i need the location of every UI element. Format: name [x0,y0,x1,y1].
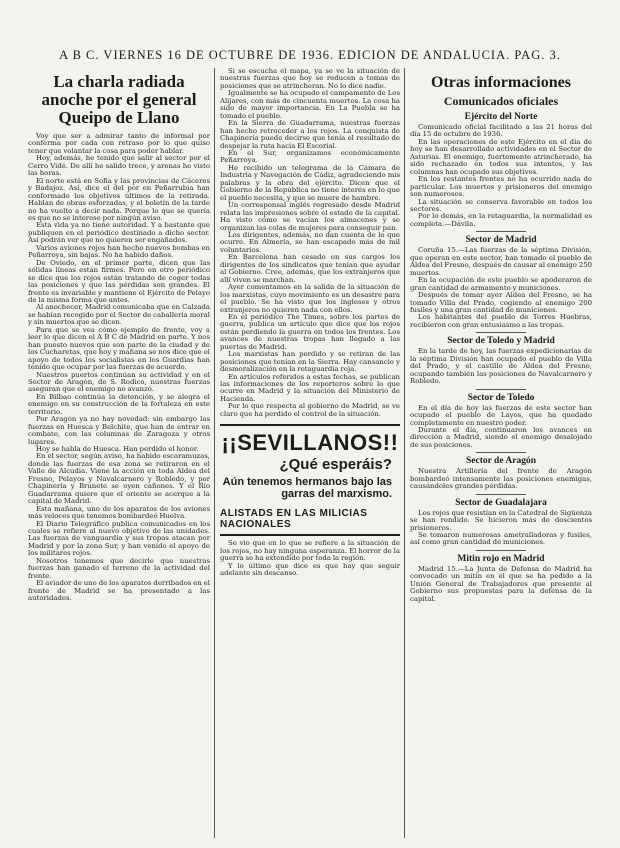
dispatch-section [410,452,592,490]
dispatch-list [410,112,592,603]
dispatch-section [410,332,592,385]
paragraph: Al anochecer, Madrid comunicaba que en Calzada se habían recogido por el Sector de caballería moral y sin muertos que se dicen. [28,303,210,327]
left-column [28,68,210,603]
dispatch-title: Ejército del Norte [464,112,538,122]
paragraph: El Diario Telegráfico publica comunicados en los cuales se refiere al nuevo objetivo de las unidades. Las fuerzas de vanguardia y sus tropas atacan por Madrid y por la zona Sur, y han venido el apoyo de los militares rojos. [28,519,210,558]
article-headline: La charla radiada anoche por el general Queipo de Llano [41,72,197,127]
paragraph: He recibido un telegrama de la Cámara de Industria y Navegación de Cádiz, agradeciendo mis palabras y la obra del ejército. Dicen que el Gobierno de la República no tiene interés en lo que el pueblo necesita, y que se muere de hambre. [220,163,400,202]
ad-footer: ALISTADS EN LAS MILICIAS NACIONALES [220,508,368,531]
paragraph: Después de tomar ayer Aldea del Fresno, se ha tomado Villa del Prado, cogiendo al enemigo 200 fusiles y una gran cantidad de municiones. [410,291,592,314]
section-subhead: Comunicados oficiales [443,94,559,108]
paragraph: Hoy se habla de Huesca. Han perdido el honor. [36,445,199,454]
dispatch-section [410,550,592,603]
paragraph: Los dirigentes, además, no dan cuenta de lo que ocurre. En Almería, se han escapado más de mil voluntarios. [220,230,400,254]
paragraph: Igualmente se ha ocupado el campamento de Los Alijares, con más de cincuenta muertos. La cosa ha sido de mayor importancia. En La Puebla se ha tomado el pueblo. [220,89,400,120]
paragraph: La situación se conserva favorable en todos los sectores. [410,197,592,213]
dispatch-title: Sector de Guadalajara [455,497,547,508]
paragraph: De Oviedo, en el primer parte, dicen que las sólidas líneas están firmes. Pero en otro periódico se dice que los rojos están tratando de coger todas las posiciones y que las pérdidas son grandes. El frente es invariable y mantiene el Ejército de Pelayo de la misma forma que antes. [28,258,210,304]
paragraph: En la tarde de hoy, las fuerzas expedicionarias de la séptima División han ocupado el pueblo de Villa del Prado, y el castillo de Aldea del Fresno, ocupando también las posiciones de Navalcarnero y Robledo. [410,347,592,386]
dispatch-title: Sector de Toledo y Madrid [447,336,555,347]
article-body [220,68,400,418]
paragraph: En artículos referidos a estas fechas, se publican las informaciones de los reporteros sobre lo que ocurre en Madrid y la situación del Ministerio de Hacienda. [220,372,400,403]
dispatch-title: Mitin rojo en Madrid [457,553,545,564]
paragraph: Por Aragón ya no hay novedad: sin embargo las fuerzas en Huesca y Belchite, que han de entrar en combate, con las columnas de Zaragoza y otros lugares. [28,415,210,446]
paragraph: Hoy, además, he tenido que salir al sector por el Cerro Vidé. De allí he salido trece, y arenas he visto las horas. [28,154,210,178]
paragraph: El aviador de uno de los aparatos derribados en el frente de Madrid se ha presentado a las autoridades. [28,579,210,603]
paragraph: Para que se vea cómo ejemplo de frente, voy a leer lo que dicen el A B C de Madrid en parte. Y nos han puesto nuevos que son parte de la ciudad y de los Cucharetas, que hoy y mañana se nos dice que el apoyo de todos los socialistas en los Guardias han tenido que ocupar por las fuerzas de acuerdo. [28,325,210,372]
paragraph: Por lo que respecta al gobierno de Madrid, se ve claro que ha perdido el control de la situación. [220,402,400,418]
paragraph: El norte está en Sofia y las provincias de Cáceres y Badajoz. Así, dice el del por en Peñarrubia han conformado los objetivos últimos de la retirada. Hablan de obras esforzadas, y el boletín de la tarde no ha vuelto a decir nada. Porque lo que se quería es que no se interese por ningún aviso. [28,176,210,222]
section-divider [476,550,526,551]
article-body [220,540,400,577]
advertisement [220,424,400,536]
dispatch-title: Sector de Toledo [467,392,535,403]
paragraph: Nosotros tenemos que decirle que nuestras fuerzas han ganado el terreno de la actividad del frente. [28,556,210,580]
paragraph: En el periódico The Times, sobre los partes de guerra, publica un artículo que dice que los rojos están perdiendo la guerra en todos los frentes. Los avances de nuestras tropas han llegado a las puertas de Madrid. [220,312,400,351]
section-headline: Otras informaciones [431,74,571,91]
paragraph: Si se escucha el mapa, ya se ve la situación de nuestras fuerzas que hoy se reducen a tomas de posiciones que se atrincheran. No lo dice nadie. [220,67,400,90]
dispatch-section [410,389,592,450]
paragraph: En la Sierra de Guadarrama, nuestras fuerzas han hecho retroceder a los rojos. La conquista de Chapinería puede decirse que tenía el resultado de despejar la ruta hacia El Escorial. [220,119,400,150]
dispatch-section [410,231,592,329]
paragraph: Madrid 15.—La Junta de Defensa de Madrid ha convocado un mitin en el que se ha pedido a la Unión General de Trabajadores que presente al Gobierno sus propuestas para la defensa de la capital. [410,564,592,603]
ad-question: ¿Qué esperáis? [279,456,392,474]
paragraph: Esta vida ya no tiene autoridad. Y a bastante que publiquen en el periódico destinado a dicho sector. Así podrán ver que no quieren ser engañados. [28,221,210,245]
paragraph: Se tomaron numerosas ametralladoras y fusiles, así como gran cantidad de municiones. [410,531,592,547]
paragraph: En Bilbao continúa la detención, y se alegra el enemigo en su construcción de la fortaleza en este territorio. [28,392,210,416]
paragraph: En la ocupación de este pueblo se apoderaron de gran cantidad de armamento y municiones. [410,276,592,292]
paragraph: Durante el día, continuaron los avances en dirección a Madrid, siendo el enemigo desalojado de sus posiciones. [410,425,592,449]
paragraph: En las operaciones de este Ejército en el día de hoy se han desarrollado actividades en el Sector de Asturias. El enemigo, fuertemente atrincherado, ha sido rechazado en todos sus intentos, y las columnas han ocupado sus objetivos. [410,137,592,176]
paragraph: Nuestra Artillería del frente de Aragón bombardeó intensamente las posiciones enemigas, causándoles grandes pérdidas. [410,467,592,491]
right-column [410,68,592,603]
dispatch-title: Sector de Madrid [465,235,537,246]
dispatch-section [410,494,592,547]
paragraph: Un corresponsal inglés regresado desde Madrid relata las impresiones sobre el estado de la capital. Ha visto cómo se vacían los almacenes y se organizan las colas de mujeres para conseguir pan. [220,201,400,232]
dispatch-title: Sector de Aragón [465,456,536,467]
paragraph: Esta mañana, uno de los aparatos de los aviones más veloces que tenemos bombardeó Huelva. [28,504,210,521]
paragraph: Los rojos que resistían en la Catedral de Sigüenza se han rendido. Se hicieron más de doscientos prisioneros. [410,508,592,532]
paragraph: Se vio que en lo que se refiere a la situación de los rojos, no hay ninguna esperanza. El horror de la guerra se ha extendido por toda la región. [220,539,400,563]
paragraph: En los restantes frentes no ha ocurrido nada de particular. Los muertos y prisioneros del enemigo son numerosos. [410,175,592,199]
section-divider [476,452,526,453]
middle-column [220,68,400,578]
section-divider [476,231,526,232]
paragraph: Por lo demás, en la retaguardia, la normalidad es completa.—Dávila. [410,212,592,228]
section-divider [476,494,526,495]
paragraph: Ayer comentamos en la salida de la situación de los marxistas, cuyo movimiento es un desastre para el pueblo. Se ha visto que los ingleses y otros extranjeros no quieren nada con ellos. [220,283,400,314]
paragraph: En Barcelona han cesado en sus cargos los dirigentes de los sindicatos que tenían que ayudar al Gobierno. Cree, además, que los extranjeros que allí viven se marchan. [220,253,400,284]
article-body [28,133,210,603]
paragraph: Varios aviones rojos han hecho nuevos bombas en Peñarroya, sin bajas. No ha habido daños. [28,243,210,260]
paragraph: Coruña 15.—Las fuerzas de la séptima División, que operan en este sector, han tomado el pueblo de Aldea del Fresno, después de causar al enemigo 250 muertos. [410,246,592,277]
paragraph: En el día de hoy las fuerzas de este sector han ocupado el pueblo de Layos, que ha quedado completamente en nuestro poder. [410,403,592,427]
paragraph: Voy que ser a admirar tanto de informal por conferma por cada con retraso por lo que quiso tener que volantar la cosa para poder hablar. [28,132,210,155]
paragraph: En el sector, según aviso, ha habido escaramuzas, donde las fuerzas de esa zona se retiraron en el Valle de Alcudia. Viene la acción en toda Aldea del Fresno, Pelayos y Navalcarnero y Robledo, y por Chapinería y Brunete se oyen cañones. Y el Río Guadarrama quiere que el oriente se acerque a la capital de Madrid. [28,452,210,506]
section-divider [476,389,526,390]
paragraph: Nuestros puertos continúan su actividad y en el Sector de Aragón, de S. Rodico, nuestras fuerzas aseguran que el enemigo no avanzó. [28,370,210,394]
paragraph: Los marxistas han perdido y se retiran de las posiciones que tenían en la Sierra. Hay cansancio y desmoralización en la retaguardia roja. [220,350,400,374]
column-rule [214,68,215,838]
paragraph: Comunicado oficial facilitado a las 21 horas del día 15 de octubre de 1936. [410,123,592,139]
dispatch-section [410,112,592,228]
column-rule [404,68,405,838]
paragraph: Los habitantes del pueblo de Torres Huebras, recibieron con gran entusiasmo a las tropas. [410,313,592,329]
ad-title: ¡¡SEVILLANOS!! [221,430,399,456]
page-header: A B C. VIERNES 16 DE OCTUBRE DE 1936. EDICION DE ANDALUCIA. PAG. 3. [59,48,561,62]
paragraph: En el Sur, organizamos económicamente Peñarroya. [220,148,400,165]
ad-body: Aún tenemos hermanos bajo las garras del marxismo. [222,476,392,501]
section-divider [476,332,526,333]
paragraph: Y lo último que dice es que hay que seguir adelante sin descanso. [220,561,400,578]
